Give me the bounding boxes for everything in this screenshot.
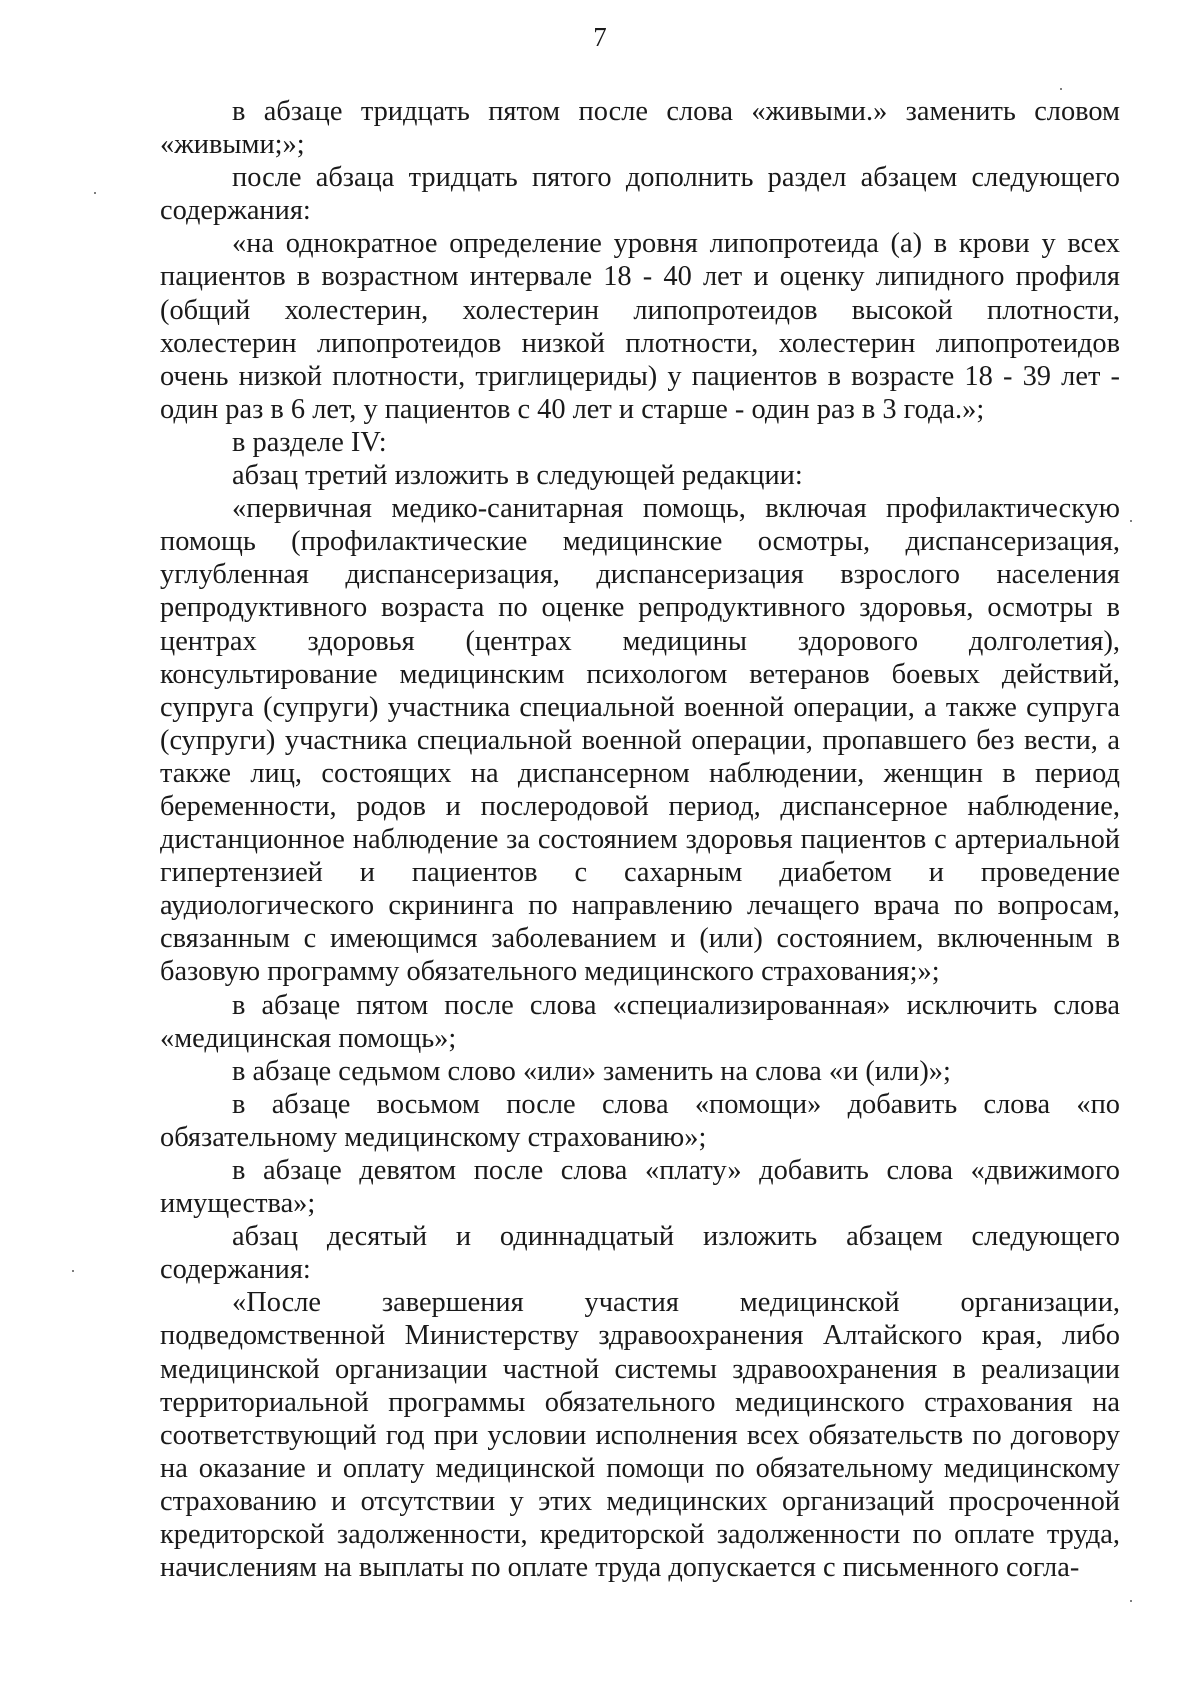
paragraph: в абзаце восьмом после слова «помощи» добавить слова «по обязательному медицинскому страхованию»;	[160, 1088, 1120, 1153]
page-number: 7	[593, 22, 607, 52]
paragraph: в разделе IV:	[232, 426, 387, 458]
scan-speck	[94, 192, 96, 194]
paragraph: после абзаца тридцать пятого дополнить раздел абзацем следующего содержания:	[160, 162, 1120, 227]
paragraph: в абзаце пятом после слова «специализированная» исключить слова «медицинская помощь»;	[160, 989, 1120, 1054]
scan-speck	[1130, 520, 1132, 522]
paragraph: «После завершения участия медицинской организации, подведомственной Министерству здравоохранения Алтайского края, либо медицинской организации частной системы здравоохранения в реализации территориальной программы обязательного медицинского страхования на соответствующий год при условии исполнения всех обязательств по договору на оказание и оплату медицинской помощи по обязательному медицинскому страхованию и отсутствии у этих медицинских организаций просроченной кредиторской задолженности, кредиторской задолженности по оплате труда, начислениям на выплаты по оплате труда допускается с письменного согла-	[160, 1287, 1120, 1584]
paragraph: «первичная медико-санитарная помощь, включая профилактическую помощь (профилактические медицинские осмотры, диспансеризация, углубленная диспансеризация, диспансеризация взрослого населения репродуктивного возраста по оценке репродуктивного здоровья, осмотры в центрах здоровья (центрах медицины здорового долголетия), консультирование медицинским психологом ветеранов боевых действий, супруга (супруги) участника специальной военной операции, а также супруга (супруги) участника специальной военной операции, пропавшего без вести, а также лиц, состоящих на диспансерном наблюдении, женщин в период беременности, родов и послеродовой период, диспансерное наблюдение, дистанционное наблюдение за состоянием здоровья пациентов с артериальной гипертензией и пациентов с сахарным диабетом и проведение аудиологического скрининга по направлению лечащего врача по вопросам, связанным с имеющимся заболеванием и (или) состоянием, включенным в базовую программу обязательного медицинского страхования;»;	[160, 493, 1120, 988]
paragraph: абзац третий изложить в следующей редакции:	[232, 460, 803, 492]
scan-speck	[1060, 88, 1062, 90]
document-body	[160, 95, 1120, 1584]
scan-speck	[72, 1270, 74, 1272]
paragraph: в абзаце девятом после слова «плату» добавить слова «движимого имущества»;	[160, 1155, 1120, 1220]
paragraph: абзац десятый и одиннадцатый изложить абзацем следующего содержания:	[160, 1221, 1120, 1286]
paragraph: «на однократное определение уровня липопротеида (а) в крови у всех пациентов в возрастном интервале 18 - 40 лет и оценку липидного профиля (общий холестерин, холестерин липопротеидов высокой плотности, холестерин липопротеидов низкой плотности, холестерин липопротеидов очень низкой плотности, триглицериды) у пациентов в возрасте 18 - 39 лет - один раз в 6 лет, у пациентов с 40 лет и старше - один раз в 3 года.»;	[160, 228, 1120, 425]
paragraph: в абзаце седьмом слово «или» заменить на слова «и (или)»;	[232, 1055, 951, 1087]
scan-speck	[1130, 1600, 1132, 1602]
paragraph: в абзаце тридцать пятом после слова «живыми.» заменить словом «живыми;»;	[160, 96, 1120, 161]
